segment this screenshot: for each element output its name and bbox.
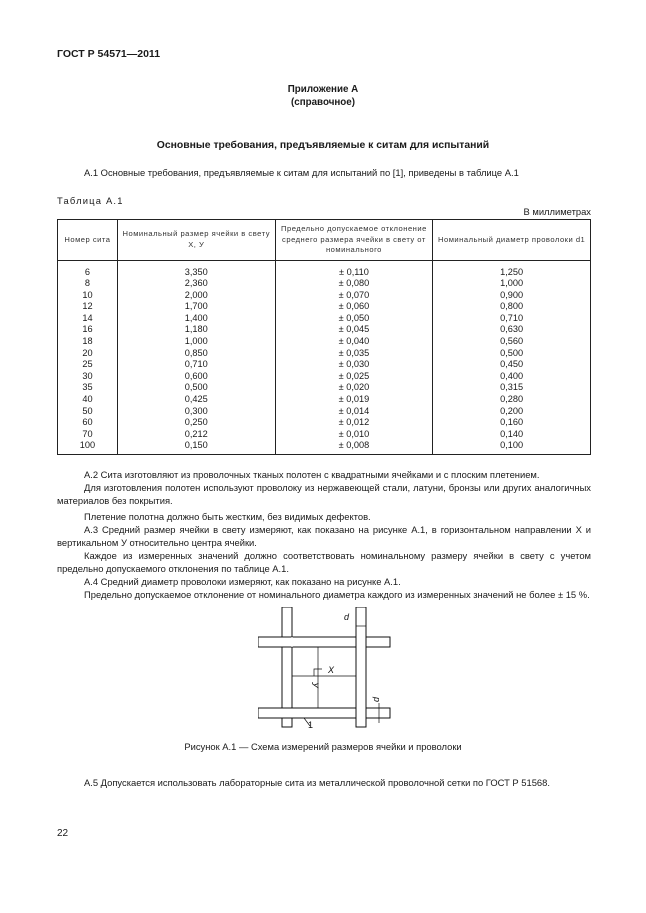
cell-wire-diameter: 0,710	[433, 313, 591, 325]
cell-nominal-aperture: 1,700	[117, 301, 275, 313]
cell-tolerance: ± 0,025	[275, 371, 433, 383]
table-row	[58, 348, 591, 360]
cell-sieve-number: 12	[58, 301, 118, 313]
table-row	[58, 359, 591, 371]
cell-sieve-number: 6	[58, 260, 118, 278]
table-row	[58, 382, 591, 394]
paragraph-a5: А.5 Допускается использовать лабораторные сита из металлической проволочной сетки по ГОСТ Р 51568.	[84, 777, 550, 788]
paragraph-a4b: Предельно допускаемое отклонение от номинального диаметра каждого из измеренных значений не более ± 15 %.	[84, 589, 590, 600]
table-row	[58, 324, 591, 336]
cell-wire-diameter: 0,100	[433, 440, 591, 454]
table-row	[58, 406, 591, 418]
cell-nominal-aperture: 0,600	[117, 371, 275, 383]
cell-nominal-aperture: 3,350	[117, 260, 275, 278]
cell-nominal-aperture: 0,212	[117, 429, 275, 441]
label-y: У	[310, 682, 320, 688]
paragraph-a3: А.3 Средний размер ячейки в свету измеряют, как показано на рисунке А.1, в горизонтальном направлении X и вертикальном У относительно центра ячейки.	[57, 524, 591, 548]
table-row	[58, 313, 591, 325]
table-body	[58, 260, 591, 455]
paragraph-a3b: Каждое из измеренных значений должно соответствовать номинальному размеру ячейки в свету с учетом предельно допускаемого отклонения по таблице А.1.	[57, 550, 591, 574]
cell-sieve-number: 50	[58, 406, 118, 418]
wire-horizontal-bottom	[258, 708, 390, 718]
cell-tolerance: ± 0,020	[275, 382, 433, 394]
cell-wire-diameter: 0,500	[433, 348, 591, 360]
cell-nominal-aperture: 0,850	[117, 348, 275, 360]
cell-sieve-number: 100	[58, 440, 118, 454]
table-row	[58, 417, 591, 429]
cell-tolerance: ± 0,040	[275, 336, 433, 348]
cell-tolerance: ± 0,014	[275, 406, 433, 418]
cell-nominal-aperture: 0,500	[117, 382, 275, 394]
cell-wire-diameter: 0,800	[433, 301, 591, 313]
cell-tolerance: ± 0,008	[275, 440, 433, 454]
cell-nominal-aperture: 0,710	[117, 359, 275, 371]
document-code: ГОСТ Р 54571—2011	[57, 48, 161, 60]
cell-tolerance: ± 0,030	[275, 359, 433, 371]
cell-sieve-number: 18	[58, 336, 118, 348]
cell-wire-diameter: 0,900	[433, 290, 591, 302]
mesh-figure	[258, 607, 398, 732]
table-caption: Таблица А.1	[57, 195, 124, 206]
cell-nominal-aperture: 0,300	[117, 406, 275, 418]
table-row	[58, 429, 591, 441]
cell-sieve-number: 8	[58, 278, 118, 290]
cell-sieve-number: 35	[58, 382, 118, 394]
cell-wire-diameter: 0,450	[433, 359, 591, 371]
appendix-title: Приложение А	[287, 84, 359, 95]
cell-tolerance: ± 0,070	[275, 290, 433, 302]
header-tolerance: Предельно допускаемое отклонение среднего размера ячейки в свету от номинального	[275, 220, 433, 261]
table-row	[58, 336, 591, 348]
cell-sieve-number: 30	[58, 371, 118, 383]
label-d-right: d	[371, 696, 381, 702]
header-nominal-aperture: Номинальный размер ячейки в свету X, У	[117, 220, 275, 261]
cell-sieve-number: 40	[58, 394, 118, 406]
table-row	[58, 394, 591, 406]
cell-nominal-aperture: 1,400	[117, 313, 275, 325]
wire-horizontal-top	[258, 637, 390, 647]
cell-nominal-aperture: 2,000	[117, 290, 275, 302]
cell-tolerance: ± 0,080	[275, 278, 433, 290]
sieve-spec-table	[57, 219, 591, 455]
cell-tolerance: ± 0,060	[275, 301, 433, 313]
cell-tolerance: ± 0,110	[275, 260, 433, 278]
appendix-heading	[0, 83, 646, 109]
cell-nominal-aperture: 0,250	[117, 417, 275, 429]
header-wire-diameter: Номинальный диаметр проволоки d1	[433, 220, 591, 261]
table-row	[58, 290, 591, 302]
table-row	[58, 278, 591, 290]
cell-sieve-number: 25	[58, 359, 118, 371]
header-sieve-number: Номер сита	[58, 220, 118, 261]
cell-wire-diameter: 1,000	[433, 278, 591, 290]
cell-tolerance: ± 0,045	[275, 324, 433, 336]
cell-sieve-number: 20	[58, 348, 118, 360]
cell-wire-diameter: 0,160	[433, 417, 591, 429]
label-d-top: d	[344, 612, 350, 622]
paragraph-a2: А.2 Сита изготовляют из проволочных тканых полотен с квадратными ячейками и с плоским плетением.	[84, 469, 540, 480]
table-row	[58, 260, 591, 278]
cell-tolerance: ± 0,035	[275, 348, 433, 360]
cell-wire-diameter: 0,280	[433, 394, 591, 406]
table-row	[58, 440, 591, 454]
cell-sieve-number: 70	[58, 429, 118, 441]
cell-nominal-aperture: 1,000	[117, 336, 275, 348]
section-title: Основные требования, предъявляемые к ситам для испытаний	[156, 140, 490, 151]
paragraph-a2b: Для изготовления полотен используют проволоку из нержавеющей стали, латуни, бронзы или других аналогичных материалов без покрытия.	[57, 482, 591, 506]
table-header-row	[58, 220, 591, 261]
cell-nominal-aperture: 0,425	[117, 394, 275, 406]
figure-caption: Рисунок А.1 — Схема измерений размеров ячейки и проволоки	[184, 741, 462, 752]
cell-nominal-aperture: 0,150	[117, 440, 275, 454]
cell-wire-diameter: 0,630	[433, 324, 591, 336]
cell-nominal-aperture: 1,180	[117, 324, 275, 336]
cell-sieve-number: 16	[58, 324, 118, 336]
cell-sieve-number: 14	[58, 313, 118, 325]
table-units: В миллиметрах	[523, 206, 591, 217]
cell-wire-diameter: 0,140	[433, 429, 591, 441]
cell-wire-diameter: 0,200	[433, 406, 591, 418]
paragraph-block	[57, 468, 591, 601]
cell-wire-diameter: 1,250	[433, 260, 591, 278]
cell-nominal-aperture: 2,360	[117, 278, 275, 290]
cell-tolerance: ± 0,050	[275, 313, 433, 325]
cell-sieve-number: 60	[58, 417, 118, 429]
table-row	[58, 371, 591, 383]
paragraph-a4: А.4 Средний диаметр проволоки измеряют, как показано на рисунке А.1.	[84, 576, 401, 587]
cell-wire-diameter: 0,400	[433, 371, 591, 383]
wire-vertical-right	[356, 607, 366, 727]
cell-sieve-number: 10	[58, 290, 118, 302]
label-ref-1: 1	[308, 720, 314, 730]
paragraph-a2c: Плетение полотна должно быть жестким, без видимых дефектов.	[84, 511, 371, 522]
appendix-subtitle: (справочное)	[291, 97, 355, 108]
label-x: X	[328, 665, 335, 675]
cell-tolerance: ± 0,012	[275, 417, 433, 429]
cell-tolerance: ± 0,019	[275, 394, 433, 406]
page-number: 22	[57, 828, 69, 839]
table-row	[58, 301, 591, 313]
cell-wire-diameter: 0,315	[433, 382, 591, 394]
paragraph-a1: А.1 Основные требования, предъявляемые к ситам для испытаний по [1], приведены в таблице А.1	[84, 167, 519, 178]
cell-tolerance: ± 0,010	[275, 429, 433, 441]
cell-wire-diameter: 0,560	[433, 336, 591, 348]
